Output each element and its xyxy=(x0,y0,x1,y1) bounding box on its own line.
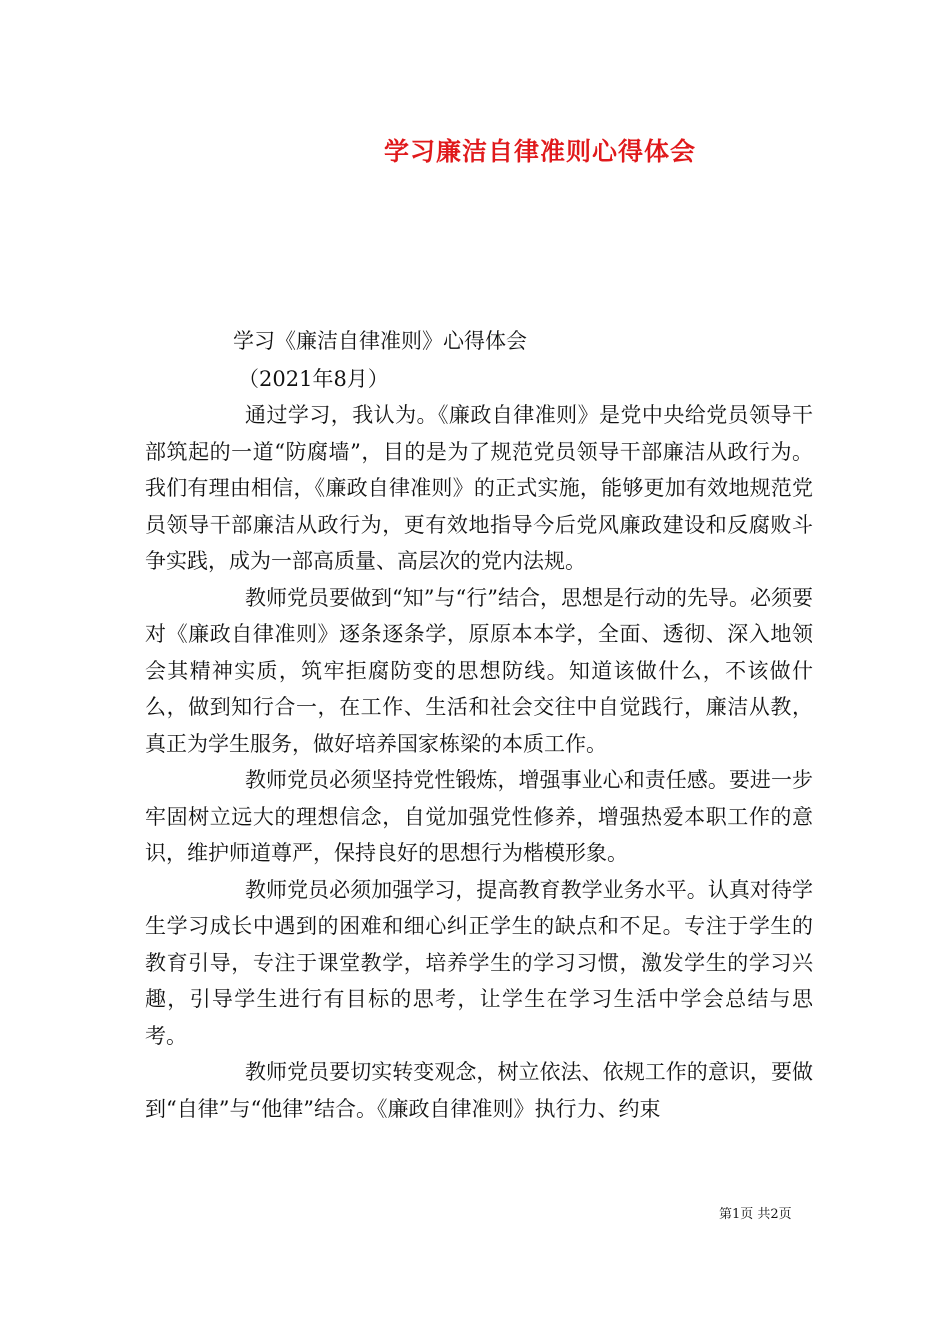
paragraph: 通过学习，我认为。《廉政自律准则》是党中央给党员领导干部筑起的一道“防腐墙”，目的是为了规范党员领导干部廉洁从政行为。我们有理由相信，《廉政自律准则》的正式实施，能够更加有效地规范党员领导干部廉洁从政行为，更有效地指导今后党风廉政建设和反腐败斗争实践，成为一部高质量、高层次的党内法规。 xyxy=(145,403,813,573)
document-body xyxy=(145,397,813,1127)
document-subtitle: 学习《廉洁自律准则》心得体会 xyxy=(233,329,527,353)
page-number-footer: 第1页 共2页 xyxy=(719,1207,792,1222)
page-title: 学习廉洁自律准则心得体会 xyxy=(383,137,696,166)
paragraph: 教师党员要做到“知”与“行”结合，思想是行动的先导。必须要对《廉政自律准则》逐条逐条学，原原本本学，全面、透彻、深入地领会其精神实质，筑牢拒腐防变的思想防线。知道该做什么，不该做什么，做到知行合一，在工作、生活和社会交往中自觉践行，廉洁从教，真正为学生服务，做好培养国家栋梁的本质工作。 xyxy=(145,585,813,756)
document-date: （2021年8月） xyxy=(238,367,389,391)
paragraph: 教师党员要切实转变观念，树立依法、依规工作的意识，要做到“自律”与“他律”结合。《廉政自律准则》执行力、约束 xyxy=(145,1060,813,1121)
paragraph: 教师党员必须加强学习，提高教育教学业务水平。认真对待学生学习成长中遇到的困难和细心纠正学生的缺点和不足。专注于学生的教育引导，专注于课堂教学，培养学生的学习习惯，激发学生的学习兴趣，引导学生进行有目标的思考，让学生在学习生活中学会总结与思考。 xyxy=(145,877,813,1048)
paragraph: 教师党员必须坚持党性锻炼，增强事业心和责任感。要进一步牢固树立远大的理想信念，自觉加强党性修养，增强热爱本职工作的意识，维护师道尊严，保持良好的思想行为楷模形象。 xyxy=(145,768,813,865)
